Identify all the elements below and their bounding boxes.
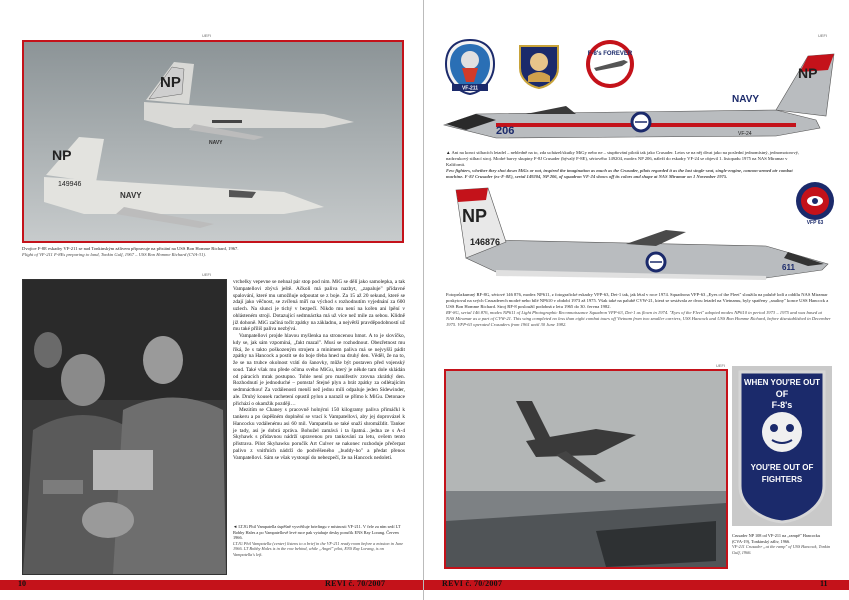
- patch-line4: YOU'RE OUT OF: [750, 463, 814, 472]
- article-paragraph: vrchelky vepevne se nehnal pár stop pod nim. MiG se dělí jako samolepka, a tak Vampatellovi zbývá ještě. Ačkoli má paliva nazbyt, „zapaluje" přídavné spalování, které mu umožňuje odpoutat se z boje. Za 15 až 20 sekund, které se zdají jako věčnost, se zvířená míří na východ s rozhodnutím vyjednání za 600 uzlech. Na slunci je tichý v bezpečí. Nikdo mu není na kořen ani lpění v ohlásteném stroji. Dotazující sedmnáctka má už více než mile za sebou. Klidně již dohoně. MiG začíná točit zpátky na základnu, a největší pravděpodobností už mu také příliš paliva nezbývá.: [233, 279, 405, 333]
- lower-aircraft-service: NAVY: [120, 191, 142, 200]
- f8j-tail-code: NP: [798, 65, 818, 81]
- f8j-caption-en: Few fighters, whether they shot down MiGs or not, inspired the imagination as much as the Crusader, pilots regarded it as the last single-seat, single-engine, cannon-armed air combat machine. F-8J Crusader (ex-F-8E), serial 149204, NP 206, of squadron VF-24 shows off its colors and shape at NAS Miramar on 1 November 1975.: [446, 168, 793, 179]
- section-marker-mid: UEFI: [202, 272, 212, 277]
- left-footer-bar: [0, 580, 423, 590]
- crew-photo-caption: [233, 524, 405, 558]
- patch-line2: OF: [775, 389, 789, 399]
- vf-211-patch-label: VF-211: [461, 85, 479, 92]
- f8j-caption: [446, 150, 801, 180]
- lower-tail-code: NP: [52, 147, 72, 163]
- section-marker: UEFI: [202, 33, 212, 38]
- f8j-modex: 206: [496, 125, 515, 137]
- f8-patch-card: [732, 366, 832, 526]
- crew-photo-image: [23, 280, 226, 574]
- crew-photo-caption-cz: ◄ LTJG Phil Vampatella úspěšně vysvětluje briefingu v místnosti VF-211. V čele za ním sedí LT Bobby Hales a po Vampatellově levé ruce pak vytahuje desky poručík ENS Ray Lorang. Červen 1966.: [233, 524, 401, 541]
- magazine-issue: REVI č. 70/2007: [442, 579, 503, 588]
- article-paragraph: Vampatellovi projde hlavou myšlenka na stroncenou hmot. A to je slovíčko, kdy se, jak sám vzpomíná, „fakt mazal". Musí se rozhodnout. Obezřetnost mu říká, že s takto poškozeným strojem a minimem paliva má se nejvyšší pádit zpátky na Hancock a postit se do boje třeba hned na druhý den. Věděl, že na to, že se na trubce okolnost vrátí do šanovky, může být postaven před vojenský soud. Také však mu přede očima svého MiGu, který je někde tam dole skládán od páracích mrak postupno. Tohle není pro manifestiv zrovna zkrátký den. Rozhodnutí je jednoduché – pomsta! Stejné plyn a brát zpátky za odlétajícím sedmnáctkou! Za vzdálenosti menší než jednu míli odpaluje jeden Sidewinder, ale. Druhý kousek rachetení opustil pylon a narazil se přímo k MiGu. Detonace přichází o okamžik později…: [233, 333, 405, 407]
- f8j-service: NAVY: [732, 94, 760, 105]
- rf8g-serial: 146876: [470, 237, 501, 247]
- crew-photo-caption-en: LTJG Phil Vampatella (center) listens to a brief in the VF-211 ready room before a mission in June 1966. LT Bobby Hales is in the row behind, while „Angel" pilot, ENS Ray Lorang, is on Vampatella's left.: [233, 540, 404, 557]
- right-footer-bar: [424, 580, 849, 590]
- deck-photo-caption-cz: Crusader NP 108 od VF-211 na „rampě" Hancocku (CVA-19), Tonkinský záliv, 1966.: [732, 533, 821, 544]
- f8-forever-label: F-8's FOREVER: [587, 51, 633, 57]
- top-photo-crusaders-flight: [22, 40, 404, 243]
- page-number: 10: [18, 579, 26, 588]
- crew-photo: [22, 279, 227, 575]
- deck-photo-caption: [732, 533, 832, 555]
- rf8g-tail-code: NP: [462, 206, 488, 226]
- crusaders-flight-image: [24, 42, 402, 241]
- deck-landing-image: [446, 371, 726, 567]
- f8j-caption-cz: ▲ Ani na konci stíhacích letadel – nebledně na to, zda ucházel/skutky MiGy nebo ne – stupňování pilotů tak jako Crusader. Letos se na něj dívat jako na poslední jednomístný, jednomotorový, nadzvukový stíhací stroj. Modré barvy skupiny F-8J Crusader (bývalý F-8E), sériového 149204, modex NP 206, náleží do eskadry VF-24 se objevil 1. listopadu 1975 na NAS Miramar v Kalifornii.: [446, 150, 800, 167]
- patch-line3: F-8's: [771, 400, 793, 410]
- vfp-63-label: VFP 63: [806, 220, 824, 226]
- patch-line5: FIGHTERS: [761, 475, 803, 484]
- magazine-issue: REVI č. 70/2007: [325, 579, 386, 588]
- f8j-profile-image: [436, 40, 848, 152]
- deck-landing-photo: [444, 369, 728, 569]
- upper-aircraft-service: NAVY: [209, 140, 223, 146]
- upper-tail-code: NP: [160, 74, 181, 91]
- rf8g-caption-cz: Fotoprůzkumný RF-8G, sériové 146 876, modex NP611, z fotografické eskadry VFP-63, Det-1 tak, jak létal v roce 1974. Squadrona VFP-63 „Eyes of the Fleet" sloužila na palubě lodí a oddílu NAS Miramar poskytoval na svých Crusaderech modré nebo bílé NP610 v období 1973 až 1975. Však také na palubě CVW-21, která se sestávala ze dvou letadel na Vietnamu, byly spatřeny „snaliny" konce USS Hancock a USS Bon Homme Richard. Stroj RF-8 posloužil podobná z letu 1965 do 30. června 1982.: [446, 292, 829, 309]
- section-marker-mid: UEFI: [716, 363, 726, 368]
- rf8g-profile-image: [436, 182, 836, 290]
- lower-aircraft-number: 149946: [58, 181, 82, 188]
- rf8g-caption-en: RF-8G, serial 146 876, modex NP611 of Light Photographic Reconnaissance Squadron VFP-63, Det-1 as flown in 1974. "Eyes of the Fleet" adopted modex NP610 in period 1973 – 1975 and was based at NAS Miramar as a part of CVW-21. This wing completed no less than eight combat tours off Vietnam from two smaller carriers, USS Hancock and USS Bon Homme Richard, before disestablished in December 1975. VFP-63 operated Crusaders from 1961 until 30 June 1982.: [446, 310, 831, 327]
- top-photo-caption-en: Flight of VF-211 F-8Es preparing to land, Tonkin Gulf, 1967 – USS Bon Homme Richard (CVA-31).: [22, 252, 207, 257]
- left-page: [0, 0, 424, 600]
- deck-photo-caption-en: VF-211 Crusader „at the ramp" of USS Hancock, Tonkin Gulf, 1966.: [732, 544, 831, 555]
- article-text-cz: [233, 279, 405, 461]
- rf8g-caption: [446, 292, 831, 328]
- top-photo-caption: [22, 246, 402, 258]
- rf8g-modex: 611: [782, 263, 795, 272]
- article-paragraph: Mezitím se Chaney s pracovně holnými 150 kilogramy paliva přimáčkl k tankeru a po úspěšném doplnění se vrací k Vampatellovi, aby jej doprovázel k Hancocku vzdálenému asi 60 mil. Vampatella se také snaží shromáždit. Tanker je tady, asi je dobrá zpráva. Bohužel zamává i ta špatná…jedna ze s A-4 Skyhawk s přídavnou nádrží upravenou pro tankování za letu, ovšem tento přistrava. Pilot Skyhawku poručík Art Culver se nakonec rozhoduje přečerpat palivo z vnitřních nádrží do podvěšeného „buddy-ho" a předat přenos Vampatellovi. Sám se však vystoupí do nebezpečí, že na Hancock nedoletí.: [233, 407, 405, 461]
- top-photo-caption-cz: Dvojice F-8E eskadry VF-211 se nad Tonkinským zálivem připravuje na přistání na USS Bon Homme Richard, 1967.: [22, 246, 239, 251]
- f8-patch-image: [732, 366, 832, 526]
- f8j-squadron: VF-24: [738, 131, 752, 137]
- section-marker: UEFI: [818, 33, 828, 38]
- patch-line1: WHEN YOU'RE OUT: [744, 378, 820, 387]
- right-page: [424, 0, 849, 600]
- page-number: 11: [820, 579, 828, 588]
